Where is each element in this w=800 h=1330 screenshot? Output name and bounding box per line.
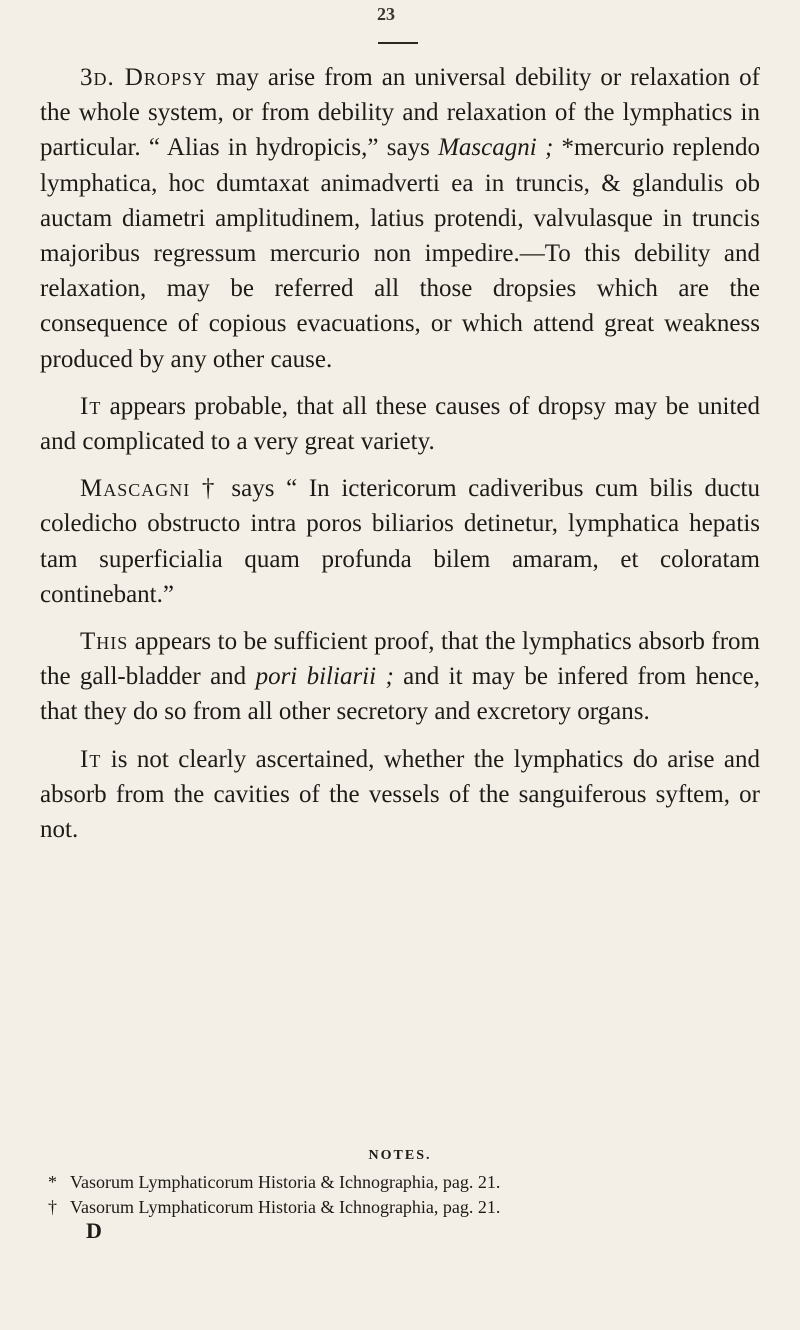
- paragraph-mascagni: [40, 471, 760, 612]
- paragraph-text: † says “ In ictericorum cadiveribus cum bilis ductu coledicho obstructo intra poros biliarios detinetur, lymphatica hepatis tam superficialia quam profunda bilem amaram, et coloratam continebant.”: [40, 475, 760, 608]
- paragraph-causes: [40, 389, 760, 459]
- paragraph-text: appears probable, that all these causes of dropsy may be united and complicated to a very great variety.: [40, 392, 760, 456]
- paragraph-lead: It: [80, 745, 102, 773]
- paragraph-sanguiferous: [40, 742, 760, 848]
- header-rule: [378, 42, 418, 44]
- footnote: [40, 1195, 760, 1220]
- paragraph-lead: 3d. Dropsy: [80, 64, 207, 91]
- paragraph-proof: [40, 624, 760, 730]
- notes-heading: NOTES.: [368, 1148, 432, 1163]
- paragraph-lead: This: [80, 628, 129, 656]
- footnotes: [40, 1148, 760, 1220]
- footnote-marker: *: [48, 1172, 57, 1192]
- signature-mark: D: [86, 1218, 102, 1243]
- paragraph-dropsy: [40, 60, 760, 377]
- paragraph-text: is not clearly ascertained, whether the lymphatics do arise and absorb from the cavities of the vessels of the sanguiferous syftem, or not.: [40, 745, 760, 844]
- paragraph-text: and it may be infered from hence, that they do so from all other secretory and excretory organs.: [40, 663, 760, 726]
- paragraph-lead: Mascagni: [80, 475, 191, 503]
- paragraph-lead: It: [80, 392, 102, 420]
- page-number-mark: 23: [377, 4, 395, 24]
- body-text: [40, 60, 760, 859]
- paragraph-italic: Mascagni ;: [438, 134, 554, 162]
- paragraph-text: may arise from an universal debility or relaxation of the whole system, or from debility and relaxation of the lymphatics in particular. “ Alias in hydropicis,” says: [40, 64, 760, 162]
- paragraph-text: *mercurio replendo lymphatica, hoc dumtaxat animadverti ea in truncis, & glandulis ob auctam diametri amplitudinem, latius protendi, valvulasque in truncis majoribus regressum mercurio non impedire.—To this debility and relaxation, may be referred all those dropsies which are the consequence of copious evacuations, or which attend great weakness produced by any other cause.: [40, 134, 760, 373]
- footnote-text: Vasorum Lymphaticorum Historia & Ichnographia, pag. 21.: [70, 1197, 501, 1217]
- footnote-marker: †: [48, 1197, 57, 1217]
- paragraph-text: appears to be sufficient proof, that the lymphatics absorb from the gall-bladder and: [40, 628, 760, 691]
- footnote: [40, 1170, 760, 1195]
- footnote-text: Vasorum Lymphaticorum Historia & Ichnographia, pag. 21.: [70, 1172, 501, 1192]
- paragraph-italic: pori biliarii ;: [255, 663, 394, 691]
